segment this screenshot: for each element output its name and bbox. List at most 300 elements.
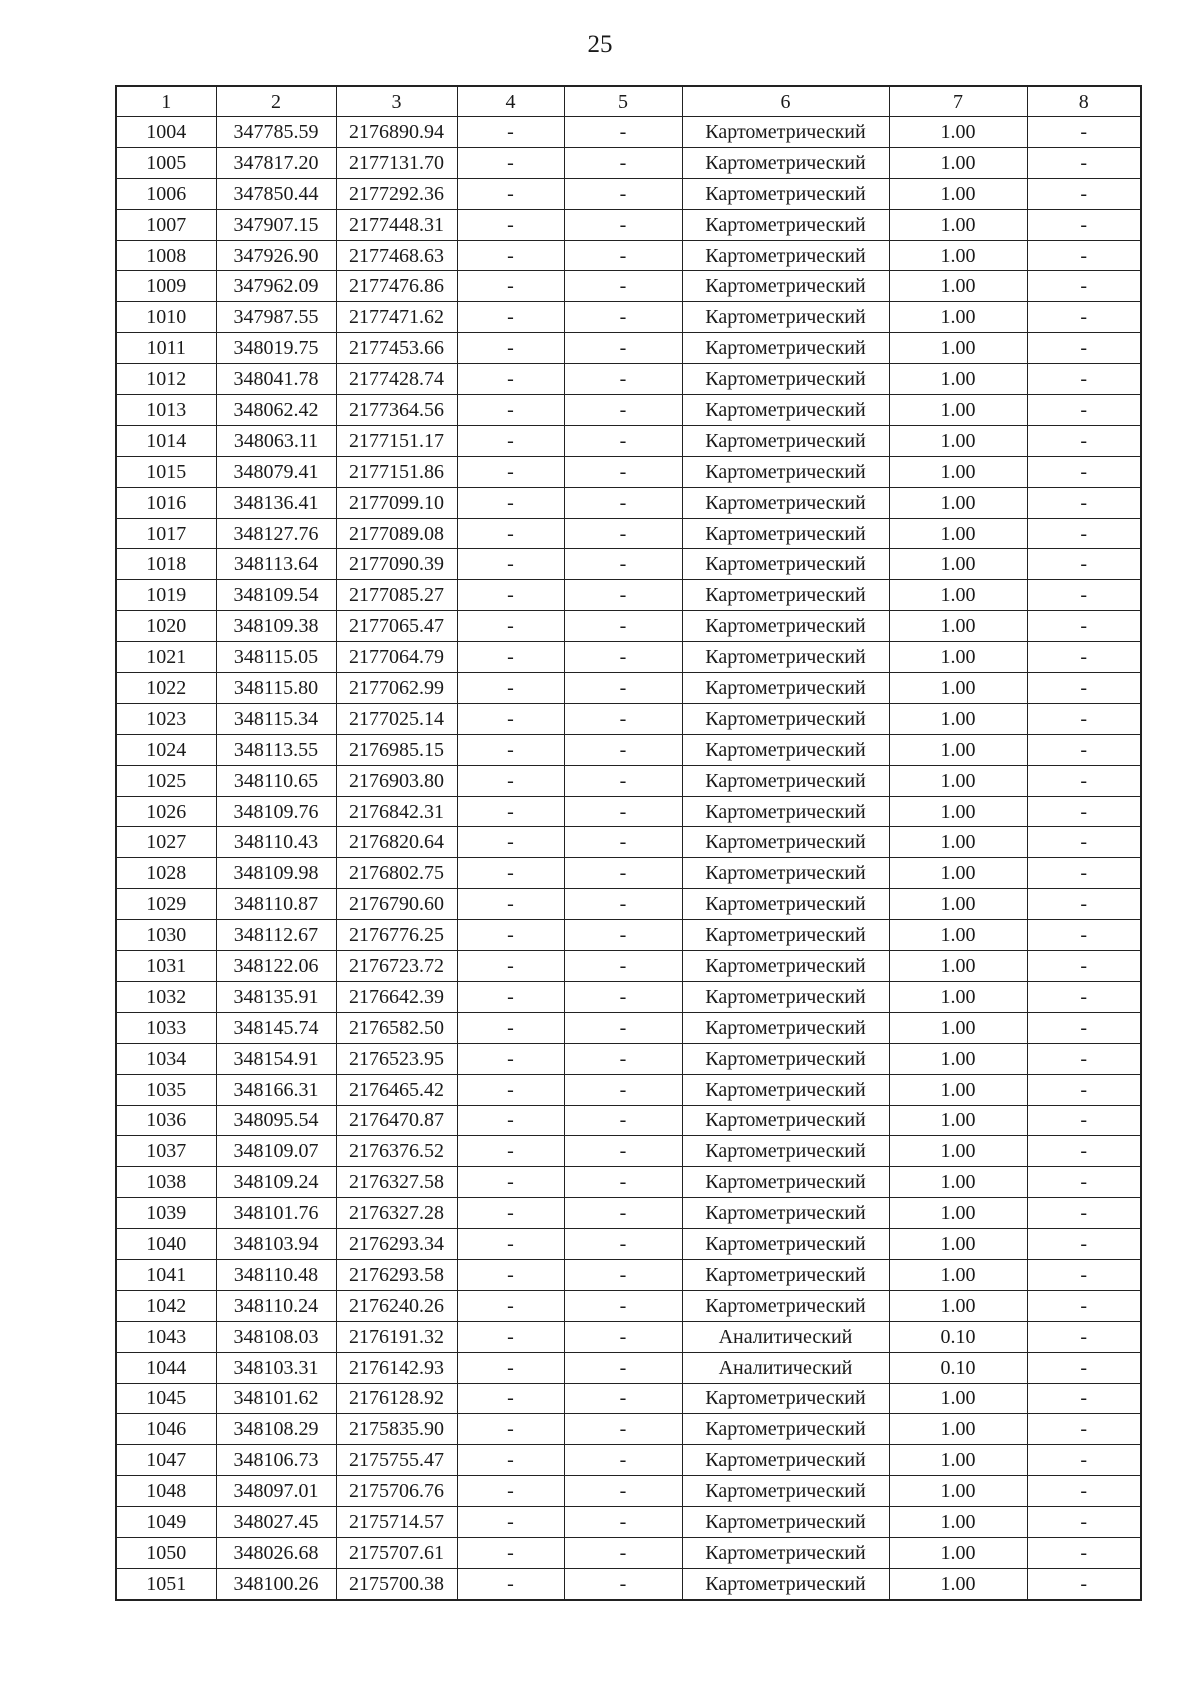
point-number-cell: 1021 [116, 642, 216, 673]
column-8-cell: - [1027, 178, 1141, 209]
column-5-cell: - [564, 1445, 682, 1476]
x-coordinate-cell: 348103.31 [216, 1352, 336, 1383]
accuracy-cell: 1.00 [889, 642, 1027, 673]
column-8-cell: - [1027, 1568, 1141, 1599]
column-4-cell: - [457, 178, 564, 209]
column-4-cell: - [457, 147, 564, 178]
column-5-cell: - [564, 518, 682, 549]
column-8-cell: - [1027, 425, 1141, 456]
accuracy-cell: 1.00 [889, 858, 1027, 889]
x-coordinate-cell: 348110.87 [216, 889, 336, 920]
column-8-cell: - [1027, 1321, 1141, 1352]
accuracy-cell: 1.00 [889, 395, 1027, 426]
y-coordinate-cell: 2176327.28 [336, 1198, 457, 1229]
method-cell: Картометрический [682, 889, 889, 920]
y-coordinate-cell: 2177065.47 [336, 611, 457, 642]
point-number-cell: 1039 [116, 1198, 216, 1229]
column-8-cell: - [1027, 395, 1141, 426]
column-4-cell: - [457, 487, 564, 518]
x-coordinate-cell: 348115.05 [216, 642, 336, 673]
point-number-cell: 1031 [116, 951, 216, 982]
accuracy-cell: 1.00 [889, 1476, 1027, 1507]
table-row [116, 611, 1141, 642]
accuracy-cell: 1.00 [889, 1259, 1027, 1290]
table-row [116, 302, 1141, 333]
y-coordinate-cell: 2176240.26 [336, 1290, 457, 1321]
column-5-cell: - [564, 1321, 682, 1352]
method-cell: Картометрический [682, 1568, 889, 1599]
accuracy-cell: 1.00 [889, 117, 1027, 148]
column-5-cell: - [564, 425, 682, 456]
point-number-cell: 1034 [116, 1043, 216, 1074]
method-cell: Картометрический [682, 611, 889, 642]
x-coordinate-cell: 348112.67 [216, 920, 336, 951]
method-cell: Картометрический [682, 765, 889, 796]
x-coordinate-cell: 348110.24 [216, 1290, 336, 1321]
column-4-cell: - [457, 302, 564, 333]
column-8-cell: - [1027, 1445, 1141, 1476]
accuracy-cell: 1.00 [889, 1507, 1027, 1538]
column-4-cell: - [457, 518, 564, 549]
accuracy-cell: 1.00 [889, 765, 1027, 796]
x-coordinate-cell: 348109.54 [216, 580, 336, 611]
x-coordinate-cell: 348109.24 [216, 1167, 336, 1198]
point-number-cell: 1017 [116, 518, 216, 549]
column-5-cell: - [564, 1383, 682, 1414]
column-8-cell: - [1027, 240, 1141, 271]
table-row [116, 1012, 1141, 1043]
accuracy-cell: 1.00 [889, 703, 1027, 734]
y-coordinate-cell: 2176327.58 [336, 1167, 457, 1198]
table-row [116, 734, 1141, 765]
column-5-cell: - [564, 734, 682, 765]
column-5-cell: - [564, 703, 682, 734]
method-cell: Картометрический [682, 642, 889, 673]
method-cell: Картометрический [682, 240, 889, 271]
point-number-cell: 1013 [116, 395, 216, 426]
column-4-cell: - [457, 1290, 564, 1321]
x-coordinate-cell: 348109.38 [216, 611, 336, 642]
column-8-cell: - [1027, 951, 1141, 982]
column-4-cell: - [457, 1198, 564, 1229]
point-number-cell: 1015 [116, 456, 216, 487]
point-number-cell: 1038 [116, 1167, 216, 1198]
column-8-cell: - [1027, 487, 1141, 518]
method-cell: Картометрический [682, 1167, 889, 1198]
column-5-cell: - [564, 302, 682, 333]
method-cell: Картометрический [682, 302, 889, 333]
method-cell: Картометрический [682, 1537, 889, 1568]
table-row [116, 271, 1141, 302]
point-number-cell: 1049 [116, 1507, 216, 1538]
y-coordinate-cell: 2176802.75 [336, 858, 457, 889]
point-number-cell: 1014 [116, 425, 216, 456]
x-coordinate-cell: 348103.94 [216, 1229, 336, 1260]
point-number-cell: 1040 [116, 1229, 216, 1260]
column-8-cell: - [1027, 981, 1141, 1012]
x-coordinate-cell: 348115.34 [216, 703, 336, 734]
method-cell: Картометрический [682, 1507, 889, 1538]
method-cell: Картометрический [682, 1074, 889, 1105]
y-coordinate-cell: 2175707.61 [336, 1537, 457, 1568]
y-coordinate-cell: 2177476.86 [336, 271, 457, 302]
accuracy-cell: 1.00 [889, 981, 1027, 1012]
table-row [116, 858, 1141, 889]
y-coordinate-cell: 2176642.39 [336, 981, 457, 1012]
column-8-cell: - [1027, 734, 1141, 765]
column-5-cell: - [564, 271, 682, 302]
column-5-cell: - [564, 456, 682, 487]
column-8-cell: - [1027, 1414, 1141, 1445]
column-8-cell: - [1027, 1167, 1141, 1198]
point-number-cell: 1044 [116, 1352, 216, 1383]
point-number-cell: 1005 [116, 147, 216, 178]
column-5-cell: - [564, 240, 682, 271]
y-coordinate-cell: 2175714.57 [336, 1507, 457, 1538]
method-cell: Картометрический [682, 1198, 889, 1229]
column-4-cell: - [457, 117, 564, 148]
x-coordinate-cell: 348109.07 [216, 1136, 336, 1167]
accuracy-cell: 1.00 [889, 1445, 1027, 1476]
y-coordinate-cell: 2177364.56 [336, 395, 457, 426]
table-row [116, 178, 1141, 209]
x-coordinate-cell: 348041.78 [216, 364, 336, 395]
accuracy-cell: 1.00 [889, 1136, 1027, 1167]
x-coordinate-cell: 348135.91 [216, 981, 336, 1012]
accuracy-cell: 1.00 [889, 673, 1027, 704]
y-coordinate-cell: 2177089.08 [336, 518, 457, 549]
column-4-cell: - [457, 240, 564, 271]
accuracy-cell: 1.00 [889, 209, 1027, 240]
column-4-cell: - [457, 796, 564, 827]
column-header-2: 2 [216, 86, 336, 117]
point-number-cell: 1011 [116, 333, 216, 364]
point-number-cell: 1008 [116, 240, 216, 271]
table-row [116, 364, 1141, 395]
table-row [116, 1568, 1141, 1599]
point-number-cell: 1025 [116, 765, 216, 796]
column-5-cell: - [564, 1507, 682, 1538]
accuracy-cell: 1.00 [889, 302, 1027, 333]
column-4-cell: - [457, 1136, 564, 1167]
table-row [116, 1321, 1141, 1352]
column-4-cell: - [457, 734, 564, 765]
column-4-cell: - [457, 951, 564, 982]
method-cell: Картометрический [682, 395, 889, 426]
table-body [116, 117, 1141, 1600]
column-4-cell: - [457, 1352, 564, 1383]
y-coordinate-cell: 2177085.27 [336, 580, 457, 611]
method-cell: Картометрический [682, 425, 889, 456]
method-cell: Картометрический [682, 1290, 889, 1321]
accuracy-cell: 1.00 [889, 425, 1027, 456]
accuracy-cell: 1.00 [889, 611, 1027, 642]
method-cell: Аналитический [682, 1352, 889, 1383]
accuracy-cell: 1.00 [889, 1568, 1027, 1599]
column-5-cell: - [564, 209, 682, 240]
point-number-cell: 1037 [116, 1136, 216, 1167]
method-cell: Картометрический [682, 1383, 889, 1414]
table-row [116, 425, 1141, 456]
table-row [116, 703, 1141, 734]
column-header-5: 5 [564, 86, 682, 117]
x-coordinate-cell: 348145.74 [216, 1012, 336, 1043]
column-header-1: 1 [116, 86, 216, 117]
y-coordinate-cell: 2176142.93 [336, 1352, 457, 1383]
x-coordinate-cell: 348019.75 [216, 333, 336, 364]
table-row [116, 240, 1141, 271]
column-5-cell: - [564, 642, 682, 673]
table-row [116, 796, 1141, 827]
table-row [116, 580, 1141, 611]
point-number-cell: 1006 [116, 178, 216, 209]
point-number-cell: 1022 [116, 673, 216, 704]
table-row [116, 1352, 1141, 1383]
y-coordinate-cell: 2177151.17 [336, 425, 457, 456]
column-8-cell: - [1027, 642, 1141, 673]
y-coordinate-cell: 2177131.70 [336, 147, 457, 178]
column-5-cell: - [564, 1568, 682, 1599]
point-number-cell: 1045 [116, 1383, 216, 1414]
method-cell: Картометрический [682, 734, 889, 765]
column-4-cell: - [457, 580, 564, 611]
accuracy-cell: 1.00 [889, 240, 1027, 271]
table-row [116, 1105, 1141, 1136]
column-8-cell: - [1027, 1476, 1141, 1507]
point-number-cell: 1047 [116, 1445, 216, 1476]
method-cell: Картометрический [682, 1043, 889, 1074]
column-4-cell: - [457, 456, 564, 487]
column-4-cell: - [457, 1259, 564, 1290]
point-number-cell: 1042 [116, 1290, 216, 1321]
accuracy-cell: 1.00 [889, 1537, 1027, 1568]
y-coordinate-cell: 2177099.10 [336, 487, 457, 518]
column-8-cell: - [1027, 518, 1141, 549]
column-8-cell: - [1027, 1074, 1141, 1105]
method-cell: Картометрический [682, 1476, 889, 1507]
x-coordinate-cell: 348026.68 [216, 1537, 336, 1568]
column-5-cell: - [564, 1198, 682, 1229]
table-row [116, 456, 1141, 487]
column-8-cell: - [1027, 1537, 1141, 1568]
point-number-cell: 1004 [116, 117, 216, 148]
table-row [116, 549, 1141, 580]
column-8-cell: - [1027, 271, 1141, 302]
column-4-cell: - [457, 1012, 564, 1043]
column-8-cell: - [1027, 1105, 1141, 1136]
column-5-cell: - [564, 1105, 682, 1136]
method-cell: Картометрический [682, 333, 889, 364]
method-cell: Картометрический [682, 209, 889, 240]
x-coordinate-cell: 347817.20 [216, 147, 336, 178]
point-number-cell: 1032 [116, 981, 216, 1012]
column-8-cell: - [1027, 1383, 1141, 1414]
accuracy-cell: 1.00 [889, 734, 1027, 765]
accuracy-cell: 0.10 [889, 1352, 1027, 1383]
column-4-cell: - [457, 642, 564, 673]
column-4-cell: - [457, 1167, 564, 1198]
table-row [116, 1445, 1141, 1476]
accuracy-cell: 1.00 [889, 580, 1027, 611]
column-8-cell: - [1027, 1507, 1141, 1538]
method-cell: Картометрический [682, 858, 889, 889]
table-row [116, 765, 1141, 796]
column-8-cell: - [1027, 1136, 1141, 1167]
column-4-cell: - [457, 395, 564, 426]
accuracy-cell: 1.00 [889, 1167, 1027, 1198]
accuracy-cell: 1.00 [889, 178, 1027, 209]
method-cell: Картометрический [682, 1012, 889, 1043]
column-5-cell: - [564, 117, 682, 148]
accuracy-cell: 1.00 [889, 920, 1027, 951]
x-coordinate-cell: 348106.73 [216, 1445, 336, 1476]
column-4-cell: - [457, 1537, 564, 1568]
column-5-cell: - [564, 333, 682, 364]
table-row [116, 1476, 1141, 1507]
column-header-8: 8 [1027, 86, 1141, 117]
table-row [116, 673, 1141, 704]
x-coordinate-cell: 348113.64 [216, 549, 336, 580]
column-5-cell: - [564, 147, 682, 178]
column-header-7: 7 [889, 86, 1027, 117]
method-cell: Картометрический [682, 703, 889, 734]
column-8-cell: - [1027, 1012, 1141, 1043]
method-cell: Картометрический [682, 1414, 889, 1445]
column-8-cell: - [1027, 364, 1141, 395]
table-row [116, 1537, 1141, 1568]
x-coordinate-cell: 347907.15 [216, 209, 336, 240]
column-5-cell: - [564, 951, 682, 982]
method-cell: Картометрический [682, 1136, 889, 1167]
y-coordinate-cell: 2177025.14 [336, 703, 457, 734]
table-row [116, 827, 1141, 858]
x-coordinate-cell: 348110.43 [216, 827, 336, 858]
accuracy-cell: 1.00 [889, 1290, 1027, 1321]
method-cell: Картометрический [682, 951, 889, 982]
column-8-cell: - [1027, 580, 1141, 611]
x-coordinate-cell: 348079.41 [216, 456, 336, 487]
column-4-cell: - [457, 920, 564, 951]
x-coordinate-cell: 348027.45 [216, 1507, 336, 1538]
column-4-cell: - [457, 858, 564, 889]
table-row [116, 1167, 1141, 1198]
y-coordinate-cell: 2175755.47 [336, 1445, 457, 1476]
table-row [116, 889, 1141, 920]
column-5-cell: - [564, 796, 682, 827]
y-coordinate-cell: 2177471.62 [336, 302, 457, 333]
y-coordinate-cell: 2177090.39 [336, 549, 457, 580]
method-cell: Картометрический [682, 271, 889, 302]
table-row [116, 1074, 1141, 1105]
point-number-cell: 1030 [116, 920, 216, 951]
x-coordinate-cell: 348062.42 [216, 395, 336, 426]
column-5-cell: - [564, 178, 682, 209]
accuracy-cell: 1.00 [889, 271, 1027, 302]
column-5-cell: - [564, 1476, 682, 1507]
method-cell: Картометрический [682, 796, 889, 827]
column-4-cell: - [457, 1105, 564, 1136]
accuracy-cell: 0.10 [889, 1321, 1027, 1352]
method-cell: Картометрический [682, 920, 889, 951]
point-number-cell: 1012 [116, 364, 216, 395]
method-cell: Картометрический [682, 1105, 889, 1136]
y-coordinate-cell: 2176582.50 [336, 1012, 457, 1043]
point-number-cell: 1023 [116, 703, 216, 734]
column-8-cell: - [1027, 827, 1141, 858]
y-coordinate-cell: 2175835.90 [336, 1414, 457, 1445]
method-cell: Картометрический [682, 673, 889, 704]
point-number-cell: 1041 [116, 1259, 216, 1290]
column-5-cell: - [564, 580, 682, 611]
column-5-cell: - [564, 1136, 682, 1167]
table-row [116, 395, 1141, 426]
method-cell: Картометрический [682, 178, 889, 209]
column-5-cell: - [564, 1043, 682, 1074]
point-number-cell: 1050 [116, 1537, 216, 1568]
point-number-cell: 1046 [116, 1414, 216, 1445]
column-5-cell: - [564, 1414, 682, 1445]
column-4-cell: - [457, 1476, 564, 1507]
y-coordinate-cell: 2177468.63 [336, 240, 457, 271]
column-8-cell: - [1027, 858, 1141, 889]
point-number-cell: 1036 [116, 1105, 216, 1136]
x-coordinate-cell: 348063.11 [216, 425, 336, 456]
x-coordinate-cell: 347962.09 [216, 271, 336, 302]
column-8-cell: - [1027, 1290, 1141, 1321]
column-header-3: 3 [336, 86, 457, 117]
accuracy-cell: 1.00 [889, 889, 1027, 920]
column-5-cell: - [564, 920, 682, 951]
column-5-cell: - [564, 611, 682, 642]
column-4-cell: - [457, 1507, 564, 1538]
column-4-cell: - [457, 611, 564, 642]
table-row [116, 1259, 1141, 1290]
y-coordinate-cell: 2177453.66 [336, 333, 457, 364]
column-4-cell: - [457, 333, 564, 364]
column-4-cell: - [457, 549, 564, 580]
column-5-cell: - [564, 765, 682, 796]
table-row [116, 1290, 1141, 1321]
column-5-cell: - [564, 364, 682, 395]
point-number-cell: 1029 [116, 889, 216, 920]
column-8-cell: - [1027, 302, 1141, 333]
column-5-cell: - [564, 1012, 682, 1043]
column-8-cell: - [1027, 147, 1141, 178]
accuracy-cell: 1.00 [889, 1198, 1027, 1229]
point-number-cell: 1043 [116, 1321, 216, 1352]
column-5-cell: - [564, 981, 682, 1012]
column-4-cell: - [457, 703, 564, 734]
column-4-cell: - [457, 1229, 564, 1260]
table-row [116, 487, 1141, 518]
column-5-cell: - [564, 858, 682, 889]
column-4-cell: - [457, 1043, 564, 1074]
column-4-cell: - [457, 209, 564, 240]
table-row [116, 1383, 1141, 1414]
column-8-cell: - [1027, 611, 1141, 642]
column-4-cell: - [457, 425, 564, 456]
method-cell: Картометрический [682, 364, 889, 395]
table-row [116, 117, 1141, 148]
accuracy-cell: 1.00 [889, 147, 1027, 178]
method-cell: Картометрический [682, 827, 889, 858]
column-4-cell: - [457, 673, 564, 704]
column-8-cell: - [1027, 1352, 1141, 1383]
y-coordinate-cell: 2177151.86 [336, 456, 457, 487]
table-row [116, 147, 1141, 178]
column-4-cell: - [457, 1445, 564, 1476]
column-8-cell: - [1027, 1259, 1141, 1290]
